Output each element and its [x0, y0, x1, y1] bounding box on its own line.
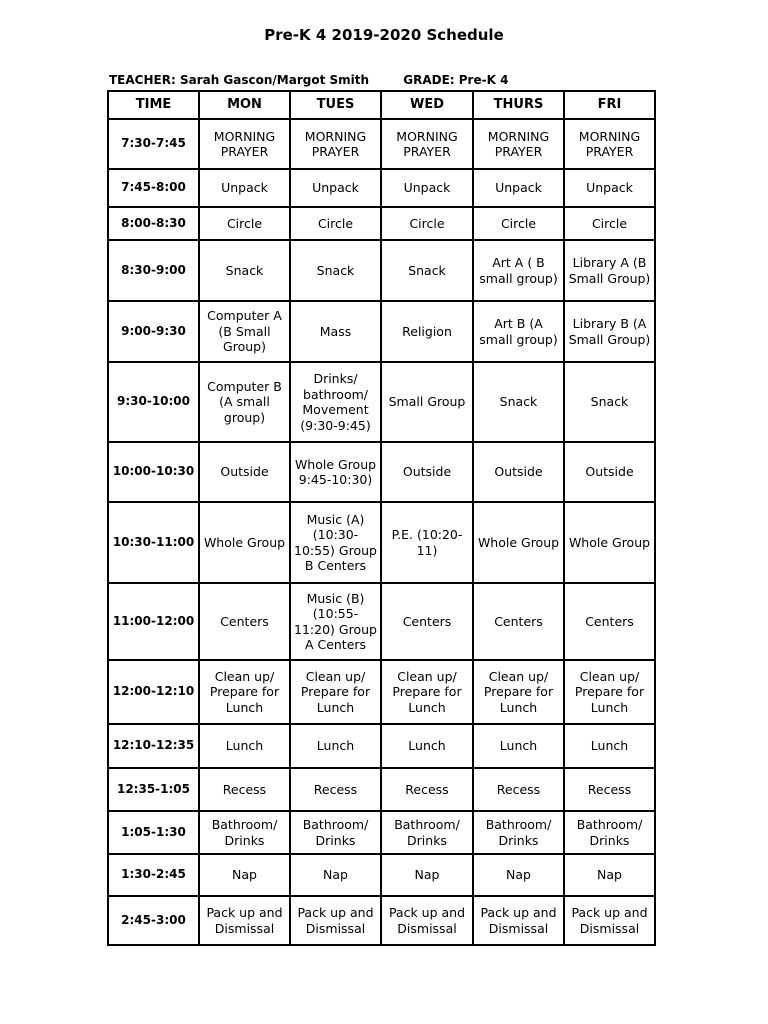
cell-time: 11:00-12:00 [108, 583, 199, 660]
header-tues: TUES [290, 91, 381, 119]
cell-tues: Nap [290, 854, 381, 896]
cell-tues: Music (A) (10:30-10:55) Group B Centers [290, 502, 381, 583]
cell-mon: Snack [199, 240, 290, 301]
teacher-name: Sarah Gascon/Margot Smith [179, 73, 370, 87]
cell-tues: Circle [290, 207, 381, 240]
cell-thurs: Circle [473, 207, 564, 240]
cell-thurs: MORNING PRAYER [473, 119, 564, 169]
cell-mon: Centers [199, 583, 290, 660]
table-row [108, 854, 655, 896]
table-row [108, 442, 655, 502]
cell-fri: Centers [564, 583, 655, 660]
teacher-grade-line [109, 73, 508, 87]
cell-wed: Religion [381, 301, 473, 362]
cell-fri: Pack up and Dismissal [564, 896, 655, 945]
teacher-label: TEACHER: [109, 73, 176, 87]
schedule-table [107, 90, 656, 946]
cell-fri: Recess [564, 768, 655, 811]
cell-wed: Small Group [381, 362, 473, 442]
table-row [108, 362, 655, 442]
table-row [108, 301, 655, 362]
table-row [108, 207, 655, 240]
table-row [108, 724, 655, 768]
cell-fri: Outside [564, 442, 655, 502]
cell-wed: Outside [381, 442, 473, 502]
cell-wed: Bathroom/ Drinks [381, 811, 473, 854]
cell-thurs: Bathroom/ Drinks [473, 811, 564, 854]
cell-mon: Whole Group [199, 502, 290, 583]
cell-tues: Bathroom/ Drinks [290, 811, 381, 854]
table-row [108, 119, 655, 169]
cell-wed: Centers [381, 583, 473, 660]
cell-wed: Nap [381, 854, 473, 896]
cell-wed: Lunch [381, 724, 473, 768]
cell-mon: MORNING PRAYER [199, 119, 290, 169]
cell-time: 12:35-1:05 [108, 768, 199, 811]
cell-tues: MORNING PRAYER [290, 119, 381, 169]
header-mon: MON [199, 91, 290, 119]
cell-tues: Recess [290, 768, 381, 811]
cell-wed: MORNING PRAYER [381, 119, 473, 169]
table-row [108, 768, 655, 811]
cell-tues: Drinks/ bathroom/ Movement (9:30-9:45) [290, 362, 381, 442]
cell-time: 2:45-3:00 [108, 896, 199, 945]
cell-time: 10:00-10:30 [108, 442, 199, 502]
grade-label: GRADE: [403, 73, 455, 87]
cell-thurs: Art A ( B small group) [473, 240, 564, 301]
header-fri: FRI [564, 91, 655, 119]
cell-wed: Recess [381, 768, 473, 811]
cell-wed: Snack [381, 240, 473, 301]
cell-fri: Snack [564, 362, 655, 442]
cell-fri: Unpack [564, 169, 655, 207]
cell-time: 10:30-11:00 [108, 502, 199, 583]
cell-time: 1:30-2:45 [108, 854, 199, 896]
cell-mon: Circle [199, 207, 290, 240]
cell-mon: Clean up/ Prepare for Lunch [199, 660, 290, 724]
cell-fri: Clean up/ Prepare for Lunch [564, 660, 655, 724]
cell-tues: Music (B) (10:55-11:20) Group A Centers [290, 583, 381, 660]
cell-tues: Unpack [290, 169, 381, 207]
cell-fri: Library A (B Small Group) [564, 240, 655, 301]
cell-tues: Mass [290, 301, 381, 362]
cell-fri: Circle [564, 207, 655, 240]
cell-time: 12:00-12:10 [108, 660, 199, 724]
cell-tues: Pack up and Dismissal [290, 896, 381, 945]
cell-wed: Clean up/ Prepare for Lunch [381, 660, 473, 724]
cell-thurs: Centers [473, 583, 564, 660]
cell-thurs: Clean up/ Prepare for Lunch [473, 660, 564, 724]
cell-wed: Pack up and Dismissal [381, 896, 473, 945]
table-row [108, 169, 655, 207]
cell-thurs: Whole Group [473, 502, 564, 583]
header-wed: WED [381, 91, 473, 119]
cell-fri: Whole Group [564, 502, 655, 583]
cell-mon: Bathroom/ Drinks [199, 811, 290, 854]
page-title: Pre-K 4 2019-2020 Schedule [264, 26, 504, 44]
schedule-body [108, 119, 655, 945]
cell-thurs: Pack up and Dismissal [473, 896, 564, 945]
cell-tues: Lunch [290, 724, 381, 768]
table-row [108, 660, 655, 724]
cell-time: 9:00-9:30 [108, 301, 199, 362]
table-row [108, 502, 655, 583]
cell-time: 8:00-8:30 [108, 207, 199, 240]
cell-mon: Lunch [199, 724, 290, 768]
cell-thurs: Snack [473, 362, 564, 442]
cell-wed: Circle [381, 207, 473, 240]
cell-thurs: Lunch [473, 724, 564, 768]
table-row [108, 811, 655, 854]
cell-fri: MORNING PRAYER [564, 119, 655, 169]
cell-fri: Nap [564, 854, 655, 896]
cell-time: 7:30-7:45 [108, 119, 199, 169]
cell-time: 12:10-12:35 [108, 724, 199, 768]
cell-wed: Unpack [381, 169, 473, 207]
cell-thurs: Recess [473, 768, 564, 811]
cell-time: 8:30-9:00 [108, 240, 199, 301]
cell-thurs: Nap [473, 854, 564, 896]
cell-mon: Recess [199, 768, 290, 811]
cell-fri: Bathroom/ Drinks [564, 811, 655, 854]
header-time: TIME [108, 91, 199, 119]
cell-thurs: Art B (A small group) [473, 301, 564, 362]
cell-time: 9:30-10:00 [108, 362, 199, 442]
cell-wed: P.E. (10:20-11) [381, 502, 473, 583]
cell-time: 1:05-1:30 [108, 811, 199, 854]
cell-mon: Computer A (B Small Group) [199, 301, 290, 362]
grade-value: Pre-K 4 [458, 73, 509, 87]
cell-tues: Whole Group 9:45-10:30) [290, 442, 381, 502]
cell-tues: Snack [290, 240, 381, 301]
cell-mon: Unpack [199, 169, 290, 207]
cell-thurs: Unpack [473, 169, 564, 207]
cell-mon: Nap [199, 854, 290, 896]
cell-fri: Library B (A Small Group) [564, 301, 655, 362]
header-row [108, 91, 655, 119]
header-thurs: THURS [473, 91, 564, 119]
table-row [108, 583, 655, 660]
cell-mon: Pack up and Dismissal [199, 896, 290, 945]
table-row [108, 896, 655, 945]
cell-time: 7:45-8:00 [108, 169, 199, 207]
table-row [108, 240, 655, 301]
cell-mon: Outside [199, 442, 290, 502]
cell-tues: Clean up/ Prepare for Lunch [290, 660, 381, 724]
cell-thurs: Outside [473, 442, 564, 502]
cell-fri: Lunch [564, 724, 655, 768]
cell-mon: Computer B (A small group) [199, 362, 290, 442]
